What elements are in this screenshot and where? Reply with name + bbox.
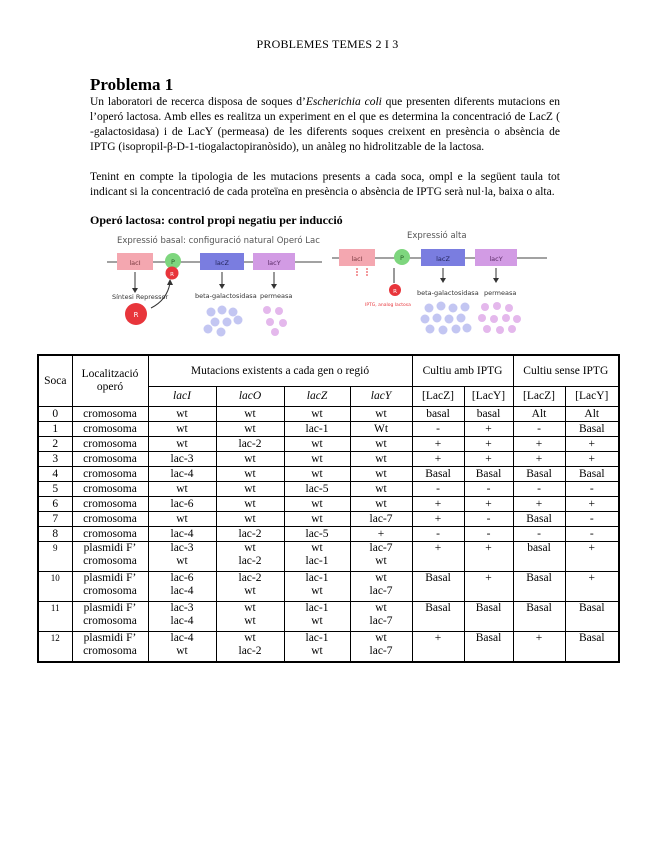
cell-lacy-line: wt — [375, 602, 387, 614]
header-lacz-iptg: [LacZ] — [412, 387, 464, 407]
cell-lacy-no-iptg: Basal — [565, 467, 619, 482]
table-row — [38, 527, 619, 542]
cell-localitzacio-line: cromosoma — [83, 512, 137, 525]
cell-laci-line: wt — [176, 512, 188, 525]
gene-laci-label: lacI — [129, 259, 141, 267]
lac-operon-diagram — [107, 228, 547, 346]
cell-laci — [148, 542, 216, 572]
cell-lacy-line: wt — [375, 482, 387, 495]
cell-lacz-iptg: Basal — [412, 572, 464, 602]
cell-localitzacio — [72, 407, 148, 422]
cell-lacy — [350, 467, 412, 482]
cell-lacz — [284, 602, 350, 632]
header-laco: lacO — [216, 387, 284, 407]
cell-lacy-iptg: Basal — [464, 632, 513, 663]
cell-laci — [148, 527, 216, 542]
repressor-label: R — [133, 311, 139, 319]
cell-localitzacio — [72, 632, 148, 663]
cell-soca: 2 — [38, 437, 72, 452]
cell-localitzacio-line: cromosoma — [83, 452, 137, 465]
cell-localitzacio-line: cromosoma — [83, 482, 137, 495]
cell-lacz — [284, 542, 350, 572]
cell-lacz-no-iptg: Basal — [513, 467, 565, 482]
cell-localitzacio-line: plasmidi F’ — [83, 542, 137, 554]
cell-lacz-line: lac-1 — [305, 602, 329, 614]
cell-lacz — [284, 497, 350, 512]
cell-localitzacio — [72, 467, 148, 482]
cell-lacz-line: wt — [311, 467, 323, 480]
cell-lacz-no-iptg: - — [513, 527, 565, 542]
cell-laco — [216, 572, 284, 602]
cell-lacz — [284, 527, 350, 542]
cell-lacz-iptg: + — [412, 497, 464, 512]
cell-lacy-line: wt — [375, 497, 387, 510]
cell-lacy-no-iptg: Basal — [565, 422, 619, 437]
cell-lacy-iptg: + — [464, 572, 513, 602]
cell-localitzacio — [72, 482, 148, 497]
cell-laco-line: wt — [244, 585, 256, 597]
cell-lacy-iptg: - — [464, 512, 513, 527]
cell-lacz-no-iptg: Basal — [513, 512, 565, 527]
header-lacz-no-iptg: [LacZ] — [513, 387, 565, 407]
header-lacz: lacZ — [284, 387, 350, 407]
cell-lacz-no-iptg: Alt — [513, 407, 565, 422]
iptg-label: IPTG, analog lactosa — [365, 303, 411, 308]
cell-laci — [148, 497, 216, 512]
header-lacy: lacY — [350, 387, 412, 407]
cell-lacy — [350, 422, 412, 437]
cell-laco-line: lac-2 — [238, 645, 262, 657]
cell-lacz-line: wt — [311, 437, 323, 450]
cell-laci — [148, 602, 216, 632]
cell-localitzacio-line: cromosoma — [83, 497, 137, 510]
cell-laci — [148, 467, 216, 482]
cell-lacz — [284, 452, 350, 467]
cell-localitzacio — [72, 542, 148, 572]
cell-laci — [148, 572, 216, 602]
cell-lacz-no-iptg: - — [513, 482, 565, 497]
cell-localitzacio-line: plasmidi F’ — [83, 572, 137, 584]
cell-laci — [148, 482, 216, 497]
cell-soca: 1 — [38, 422, 72, 437]
header-sense-iptg: Cultiu sense IPTG — [513, 355, 619, 387]
cell-localitzacio-line: cromosoma — [83, 555, 137, 567]
cell-laco-line: wt — [244, 452, 256, 465]
cell-laci-line: wt — [176, 555, 188, 567]
header-soca: Soca — [38, 355, 72, 407]
cell-lacy — [350, 602, 412, 632]
cell-laci-line: lac-4 — [170, 585, 194, 597]
cell-laco — [216, 482, 284, 497]
cell-lacz-no-iptg: + — [513, 497, 565, 512]
diagram-right-title: Expressió alta — [407, 231, 467, 241]
cell-lacy-iptg: Basal — [464, 602, 513, 632]
intro-text-before: Un laboratori de recerca disposa de soques d’ — [90, 96, 306, 108]
cell-lacz-no-iptg: + — [513, 437, 565, 452]
cell-laci-line: wt — [176, 645, 188, 657]
cell-lacy-line: wt — [375, 572, 387, 584]
cell-lacy-line: wt — [375, 452, 387, 465]
repressor-binding-arrowhead — [167, 279, 173, 285]
cell-laco — [216, 452, 284, 467]
cell-laci-line: lac-4 — [170, 467, 194, 480]
cell-soca: 3 — [38, 452, 72, 467]
permease-label-left: permeasa — [260, 292, 293, 300]
cell-lacy-iptg: - — [464, 482, 513, 497]
cell-lacy-line: lac-7 — [369, 512, 393, 525]
cell-laco-line: wt — [244, 422, 256, 435]
header-amb-iptg: Cultiu amb IPTG — [412, 355, 513, 387]
cell-lacz-no-iptg: basal — [513, 542, 565, 572]
cell-lacz-line: lac-1 — [305, 632, 329, 644]
header-mutacions: Mutacions existents a cada gen o regió — [148, 355, 412, 387]
cell-lacz-no-iptg: - — [513, 422, 565, 437]
instructions-paragraph: Tenint en compte la tipologia de les mutacions presents a cada soca, ompl e la següent taula tot indicant si la concentració de cada proteïna en presència o absència de IPTG serà nul·la, baixa o alta. — [90, 171, 560, 198]
cell-localitzacio-line: cromosoma — [83, 422, 137, 435]
cell-lacz — [284, 512, 350, 527]
cell-lacy-iptg: + — [464, 497, 513, 512]
cell-laci-line: wt — [176, 407, 188, 420]
cell-lacz-no-iptg: + — [513, 452, 565, 467]
diagram-left-title: Expressió basal: configuració natural Operó Lac — [117, 236, 320, 246]
cell-lacz-iptg: + — [412, 452, 464, 467]
cell-lacy-line: lac-7 — [369, 542, 393, 554]
table-row — [38, 572, 619, 602]
table-row — [38, 422, 619, 437]
cell-laco-line: lac-2 — [238, 555, 262, 567]
cell-lacz-no-iptg: Basal — [513, 602, 565, 632]
cell-soca: 5 — [38, 482, 72, 497]
cell-lacz-line: wt — [311, 585, 323, 597]
cell-lacy — [350, 632, 412, 663]
betagal-label-right: beta-galactosidasa — [417, 289, 479, 297]
cell-lacy-iptg: - — [464, 527, 513, 542]
cell-lacz-line: lac-1 — [305, 422, 329, 435]
synthesis-label: Síntesi Repressor — [112, 293, 169, 301]
table-body — [38, 407, 619, 663]
cell-laci — [148, 452, 216, 467]
mutations-table — [37, 354, 620, 663]
arrow-lacz-head — [219, 284, 225, 289]
cell-localitzacio-line: plasmidi F’ — [83, 632, 137, 644]
cell-lacy-line: wt — [375, 467, 387, 480]
cell-lacz-iptg: + — [412, 542, 464, 572]
cell-lacz-iptg: - — [412, 422, 464, 437]
cell-lacy-no-iptg: Alt — [565, 407, 619, 422]
cell-soca: 4 — [38, 467, 72, 482]
cell-laci-line: wt — [176, 422, 188, 435]
gene-lacy-label: lacY — [267, 259, 281, 267]
cell-lacy — [350, 512, 412, 527]
diagram-subtitle: Operó lactosa: control propi negatiu per inducció — [90, 213, 343, 227]
cell-localitzacio — [72, 512, 148, 527]
header-lacy-iptg: [LacY] — [464, 387, 513, 407]
cell-localitzacio-line: cromosoma — [83, 437, 137, 450]
header-localitzacio: Localització operó — [72, 355, 148, 407]
cell-localitzacio-line: cromosoma — [83, 585, 137, 597]
cell-laci-line: lac-3 — [170, 542, 194, 554]
cell-soca: 8 — [38, 527, 72, 542]
repressor-inactive-label: R — [393, 289, 397, 295]
intro-text-after: que presenten diferents mutacions en l’operó lactosa. Amb elles es realitza un experiment en el que es determina la concentració de LacZ ( -galactosidasa) i de LacY (permeasa) de les diferents soques creixent en presència o absència de IPTG (isopropil-β-D-1-tiogalactopiranòsido), un anàleg no hidrolitzable de la lactosa. — [90, 96, 560, 153]
cell-lacz-line: lac-1 — [305, 572, 329, 584]
cell-lacy-no-iptg: + — [565, 452, 619, 467]
cell-lacz-iptg: - — [412, 527, 464, 542]
permease-dots-right — [478, 302, 521, 334]
cell-lacz — [284, 572, 350, 602]
cell-laco — [216, 512, 284, 527]
cell-laci-line: lac-4 — [170, 527, 194, 540]
arrow-lacy-head — [271, 284, 277, 289]
cell-localitzacio-line: cromosoma — [83, 527, 137, 540]
cell-laci — [148, 512, 216, 527]
cell-lacy-line: wt — [375, 555, 387, 567]
cell-lacz — [284, 437, 350, 452]
arrow-lacy-right-head — [493, 278, 499, 283]
cell-laco-line: wt — [244, 632, 256, 644]
promoter-label-right: P — [400, 254, 404, 262]
cell-laco — [216, 497, 284, 512]
cell-lacz-iptg: + — [412, 512, 464, 527]
cell-laci-line: lac-4 — [170, 615, 194, 627]
cell-localitzacio — [72, 497, 148, 512]
table-row — [38, 497, 619, 512]
cell-laco-line: wt — [244, 407, 256, 420]
cell-lacy-no-iptg: - — [565, 512, 619, 527]
cell-lacz-line: wt — [311, 407, 323, 420]
cell-laco — [216, 527, 284, 542]
promoter-label: P — [171, 258, 175, 266]
cell-localitzacio — [72, 437, 148, 452]
cell-lacz-line: lac-5 — [305, 527, 329, 540]
cell-lacy-iptg: Basal — [464, 467, 513, 482]
cell-laci — [148, 632, 216, 663]
page-header: PROBLEMES TEMES 2 I 3 — [256, 37, 399, 51]
intro-paragraph — [90, 95, 560, 155]
gene-lacy-label-right: lacY — [489, 255, 503, 263]
cell-lacy-iptg: basal — [464, 407, 513, 422]
cell-laci-line: lac-4 — [170, 632, 194, 644]
cell-laci-line: lac-6 — [170, 497, 194, 510]
cell-lacz-line: lac-5 — [305, 482, 329, 495]
cell-soca: 7 — [38, 512, 72, 527]
cell-laco — [216, 542, 284, 572]
cell-lacy-line: lac-7 — [369, 615, 393, 627]
cell-lacy-no-iptg: Basal — [565, 602, 619, 632]
cell-laci-line: wt — [176, 482, 188, 495]
cell-laco — [216, 602, 284, 632]
cell-soca: 0 — [38, 407, 72, 422]
betagal-label-left: beta-galactosidasa — [195, 292, 257, 300]
cell-laco-line: lac-2 — [238, 572, 262, 584]
permease-dots-left — [263, 306, 287, 336]
header-lacy-no-iptg: [LacY] — [565, 387, 619, 407]
cell-laco-line: wt — [244, 482, 256, 495]
cell-lacy — [350, 452, 412, 467]
gene-lacz-label-right: lacZ — [436, 255, 450, 263]
cell-lacz-line: wt — [311, 645, 323, 657]
cell-laco — [216, 467, 284, 482]
cell-laco — [216, 437, 284, 452]
cell-lacy-no-iptg: + — [565, 542, 619, 572]
cell-lacz-line: wt — [311, 497, 323, 510]
species-name: Escherichia coli — [305, 96, 382, 108]
cell-laci-line: lac-6 — [170, 572, 194, 584]
cell-localitzacio-line: plasmidi F’ — [83, 602, 137, 614]
cell-laco-line: wt — [244, 497, 256, 510]
cell-laco-line: lac-2 — [238, 527, 262, 540]
cell-localitzacio — [72, 452, 148, 467]
cell-lacz-iptg: basal — [412, 407, 464, 422]
cell-lacz-line: wt — [311, 542, 323, 554]
cell-localitzacio-line: cromosoma — [83, 467, 137, 480]
cell-lacz-no-iptg: + — [513, 632, 565, 663]
cell-laci — [148, 437, 216, 452]
cell-lacy-iptg: + — [464, 437, 513, 452]
cell-soca: 12 — [38, 632, 72, 663]
cell-lacz-line: wt — [311, 615, 323, 627]
cell-localitzacio — [72, 602, 148, 632]
cell-laco-line: wt — [244, 615, 256, 627]
table-row — [38, 437, 619, 452]
cell-laco-line: lac-2 — [238, 437, 262, 450]
table-row — [38, 482, 619, 497]
operator-bound-label: R — [170, 272, 174, 278]
arrow-lacz-right-head — [440, 278, 446, 283]
problem-title: Problema 1 — [90, 75, 174, 94]
header-laci: lacI — [148, 387, 216, 407]
cell-laci — [148, 407, 216, 422]
table-row — [38, 632, 619, 663]
table-row — [38, 467, 619, 482]
cell-localitzacio-line: cromosoma — [83, 407, 137, 420]
cell-lacy-line: lac-7 — [369, 645, 393, 657]
cell-lacy-line: wt — [375, 437, 387, 450]
cell-lacy-no-iptg: Basal — [565, 632, 619, 663]
cell-lacy-iptg: + — [464, 452, 513, 467]
cell-lacz — [284, 632, 350, 663]
cell-lacy-no-iptg: - — [565, 527, 619, 542]
cell-laco-line: wt — [244, 467, 256, 480]
gene-lacz-label: lacZ — [215, 259, 229, 267]
table-row — [38, 512, 619, 527]
cell-lacy-line: wt — [375, 407, 387, 420]
cell-lacy-no-iptg: + — [565, 437, 619, 452]
cell-lacz — [284, 467, 350, 482]
cell-lacz — [284, 422, 350, 437]
table-row — [38, 602, 619, 632]
cell-lacz-no-iptg: Basal — [513, 572, 565, 602]
cell-lacy — [350, 572, 412, 602]
cell-lacz-line: lac-1 — [305, 555, 329, 567]
cell-soca: 6 — [38, 497, 72, 512]
cell-lacy — [350, 542, 412, 572]
cell-localitzacio — [72, 422, 148, 437]
cell-lacz — [284, 407, 350, 422]
cell-lacy — [350, 527, 412, 542]
gene-laci-label-right: lacI — [351, 255, 363, 263]
cell-lacy-line: wt — [375, 632, 387, 644]
cell-localitzacio — [72, 572, 148, 602]
cell-laco-line: wt — [244, 512, 256, 525]
cell-lacy — [350, 497, 412, 512]
cell-laco-line: wt — [244, 542, 256, 554]
cell-lacz-iptg: Basal — [412, 602, 464, 632]
cell-laci-line: lac-3 — [170, 452, 194, 465]
cell-lacy-no-iptg: - — [565, 482, 619, 497]
cell-localitzacio-line: cromosoma — [83, 645, 137, 657]
betagal-dots-left — [204, 306, 243, 337]
cell-localitzacio — [72, 527, 148, 542]
cell-laco — [216, 407, 284, 422]
permease-label-right: permeasa — [484, 289, 517, 297]
cell-lacy — [350, 482, 412, 497]
cell-laci — [148, 422, 216, 437]
cell-lacy-line: Wt — [373, 422, 389, 435]
cell-lacy-no-iptg: + — [565, 497, 619, 512]
cell-lacz-iptg: Basal — [412, 467, 464, 482]
cell-lacz-iptg: + — [412, 632, 464, 663]
table-row — [38, 407, 619, 422]
cell-lacy-iptg: + — [464, 422, 513, 437]
table-row — [38, 452, 619, 467]
cell-lacy-no-iptg: + — [565, 572, 619, 602]
cell-laco — [216, 632, 284, 663]
cell-lacz — [284, 482, 350, 497]
cell-lacz-line: wt — [311, 512, 323, 525]
cell-lacz-iptg: + — [412, 437, 464, 452]
cell-lacz-iptg: - — [412, 482, 464, 497]
cell-lacz-line: wt — [311, 452, 323, 465]
table-row — [38, 542, 619, 572]
cell-lacy — [350, 407, 412, 422]
cell-soca: 9 — [38, 542, 72, 572]
cell-laci-line: wt — [176, 437, 188, 450]
cell-lacy-line: lac-7 — [369, 585, 393, 597]
cell-localitzacio-line: cromosoma — [83, 615, 137, 627]
cell-lacy-line: + — [377, 527, 385, 540]
cell-laci-line: lac-3 — [170, 602, 194, 614]
cell-lacy-iptg: + — [464, 542, 513, 572]
cell-lacy — [350, 437, 412, 452]
cell-laco — [216, 422, 284, 437]
cell-soca: 10 — [38, 572, 72, 602]
cell-laco-line: wt — [244, 602, 256, 614]
cell-soca: 11 — [38, 602, 72, 632]
betagal-dots-right — [421, 302, 472, 335]
